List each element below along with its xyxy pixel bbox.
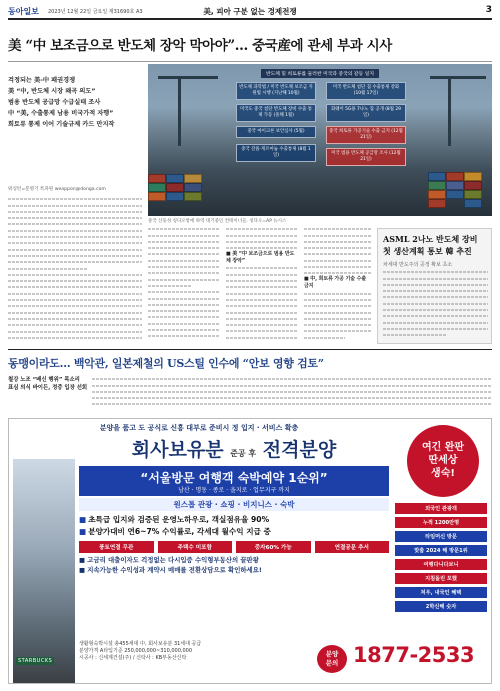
ad-chip: 주택수 미포함 bbox=[158, 541, 233, 553]
ad-building-photo bbox=[13, 459, 75, 683]
square-bullet-icon: ■ bbox=[79, 556, 88, 564]
ad-footer bbox=[79, 641, 299, 663]
subhead: 표심 의식 바이든, 정중 입장 선회 bbox=[8, 385, 88, 391]
ad-highlight-text: 분양가대비 연6~7% 수익률로, 각세대 월수익 지급 중 bbox=[88, 527, 271, 536]
section-title: 美, 피아 구분 없는 경제전쟁 bbox=[203, 7, 297, 16]
body-column-1 bbox=[8, 196, 142, 341]
byline: 워싱턴=문병기 특파원 weappon@donga.com bbox=[8, 187, 106, 192]
masthead bbox=[8, 6, 492, 20]
timeline-box: 반도체 과학법 / 미국 반도체 보조금 지원법 시행 (지난해 10월) bbox=[236, 82, 316, 100]
badge-line: 딴세상 bbox=[428, 455, 458, 466]
body-column-4 bbox=[304, 226, 372, 341]
ad-subtag: 원스톱 관광 · 쇼핑 · 비지니스 · 숙박 bbox=[79, 498, 389, 511]
container bbox=[428, 190, 446, 199]
container bbox=[148, 174, 166, 183]
container bbox=[464, 181, 482, 190]
phone-label-line: 분양 bbox=[325, 650, 339, 658]
container bbox=[148, 192, 166, 201]
ad-note bbox=[79, 565, 389, 575]
crane bbox=[158, 76, 218, 79]
ad-note bbox=[79, 555, 389, 565]
subhead: 범용 반도체 공급망 수급실태 조사 bbox=[8, 99, 101, 106]
ad-chips bbox=[79, 541, 389, 553]
ad-note-text: 고금리 대출이자도 걱정없는 다시입증 수익형부동산의 끝판왕 bbox=[87, 556, 259, 564]
text-line bbox=[383, 332, 446, 338]
crane bbox=[430, 76, 486, 79]
ad-highlight bbox=[79, 526, 389, 538]
timeline-box: 화웨이 5G용 7나노 칩 공개 (8월 29일) bbox=[326, 104, 406, 122]
crane bbox=[448, 76, 451, 146]
side-article-title: ASML 2나노 반도체 장비 bbox=[383, 234, 478, 244]
divider bbox=[8, 349, 492, 350]
container bbox=[446, 172, 464, 181]
body-column-3 bbox=[226, 226, 298, 341]
subhead: 철강 노조 “배신 행위” 목소리 bbox=[8, 377, 80, 383]
text-line bbox=[226, 334, 298, 340]
text-line bbox=[304, 334, 345, 340]
ad-highlights bbox=[79, 514, 389, 538]
badge-line: 여긴 완판 bbox=[421, 442, 465, 453]
phone-label-line: 문의 bbox=[325, 659, 339, 667]
side-article bbox=[377, 228, 492, 344]
ad-highlight-text: 초특급 입지와 검증된 운영노하우로, 객실점유율 90% bbox=[88, 515, 270, 524]
ad-title bbox=[69, 435, 399, 462]
ad-pill: 누적 1200만명 bbox=[395, 517, 487, 528]
text-line bbox=[148, 333, 220, 339]
container bbox=[446, 181, 464, 190]
timeline-box: 중국 갈륨·게르마늄 수출통제 (8월 1일) bbox=[236, 144, 316, 162]
subhead: 美 “中, 반도체 시장 왜곡 의도” bbox=[8, 88, 96, 95]
timeline-box: 미국도 중국 첨단 반도체 장비 수출 통제 가동 (올해 1월) bbox=[236, 104, 316, 122]
ad-top-line: 분양을 품고 도 공식로 신흥 대부로 준비시 정 입지 · 서비스 확충 bbox=[99, 424, 299, 432]
inline-heading: ■ 中, 희토류 가공 기술 수출 금지 bbox=[304, 276, 367, 290]
ad-slogan: “서울방문 여행객 숙박예약 1순위” bbox=[140, 471, 328, 485]
side-article-subhead: 차세대 반도주의 공정 확보 초소 bbox=[383, 262, 453, 268]
inline-heading: ■ 美 “中 보조금으로 범용 반도체 장악” bbox=[226, 251, 295, 265]
text-line bbox=[304, 270, 372, 276]
timeline-box-highlight: 중국 희토류 가공기술 수출 금지 (12월 21일) bbox=[326, 126, 406, 144]
ad-footer-line: 분양가격 A타입기준 250,000,000~310,000,000 bbox=[79, 648, 193, 655]
real-estate-ad bbox=[8, 418, 492, 684]
subhead: 中 “美, 수출통제 남용 비국가적 자행” bbox=[8, 110, 114, 117]
ad-footer-line: 생활형숙박시설 총455세대 中, 회사보유분 31세대 공급 bbox=[79, 641, 202, 647]
ad-side-pills bbox=[395, 503, 487, 615]
badge-line: 생숙! bbox=[431, 468, 455, 479]
ad-highlight bbox=[79, 514, 389, 526]
ad-slogan-bar bbox=[79, 466, 389, 496]
ad-pill: 여행다니다보니 bbox=[395, 559, 487, 570]
ad-chip: 중자60% 가능 bbox=[236, 541, 311, 553]
ad-title-small: 준공 후 bbox=[230, 448, 257, 458]
news-photo bbox=[148, 64, 492, 216]
body-column-2 bbox=[148, 226, 220, 339]
second-body bbox=[92, 376, 492, 407]
ad-slogan-sub: 남산 · 명동 · 종로 · 을지로 · 업무지구 까지 bbox=[178, 487, 290, 494]
divider bbox=[8, 61, 492, 62]
ad-pill: 2학신해 숫자 bbox=[395, 601, 487, 612]
ad-notes bbox=[79, 555, 389, 575]
ad-chip: 연결공문 추서 bbox=[315, 541, 390, 553]
text-line bbox=[226, 245, 298, 251]
container bbox=[464, 199, 482, 208]
photo-caption: 중국 산둥성 칭다오항에 하역 대기중인 컨테이너들. 칭다오=AP 뉴시스 bbox=[148, 219, 287, 224]
main-headline: 美 “中 보조금으로 반도체 장악 막아야”… 중국産에 관세 부과 시사 bbox=[8, 38, 392, 54]
second-headline: 동맹이라도… 백악관, 일본제철의 US스틸 인수에 “안보 영향 검토” bbox=[8, 357, 324, 370]
text-line bbox=[92, 401, 492, 407]
container bbox=[428, 181, 446, 190]
container bbox=[446, 190, 464, 199]
ad-pill: 외국인 관광객 bbox=[395, 503, 487, 514]
timeline-box: 미국 반도체 첨단 칩 수출통제 강화 (10월 17일) bbox=[326, 82, 406, 100]
container bbox=[166, 174, 184, 183]
ad-footer-line: 시공사 : 신세계건설(주) / 신탁사 : KB부동산신탁 bbox=[79, 655, 187, 662]
container bbox=[428, 172, 446, 181]
newspaper-logo: 동아일보 bbox=[8, 6, 39, 16]
ad-title-main: 전격분양 bbox=[262, 439, 337, 461]
container bbox=[166, 192, 184, 201]
subhead: 걱정되는 美-中 패권경쟁 bbox=[8, 77, 76, 84]
ad-badge bbox=[407, 425, 479, 497]
container bbox=[148, 183, 166, 192]
timeline-box: 중국 마이크론 보안심사 (5월) bbox=[236, 126, 316, 138]
container bbox=[184, 183, 202, 192]
side-article-title: 첫 생산계획 통보 韓 추진 bbox=[383, 246, 472, 256]
ad-chip: 풍토연결 무관 bbox=[79, 541, 154, 553]
ad-note-text: 지속가능한 수익성과 계약시 매매를 전환상담으로 확인하세요! bbox=[87, 566, 262, 574]
ad-phone[interactable] bbox=[317, 641, 487, 677]
container bbox=[428, 199, 446, 208]
ad-pill: 타임머신 방문 bbox=[395, 531, 487, 542]
phone-label bbox=[317, 645, 347, 673]
infographic-title: 반도체 및 희토류를 둘러싼 미국과 중국의 갈등 일지 bbox=[261, 69, 379, 78]
crane bbox=[178, 76, 181, 146]
square-bullet-icon: ■ bbox=[79, 527, 87, 536]
issue-date: 2023년 12월 22일 금요일 제31690호 A3 bbox=[48, 9, 143, 15]
square-bullet-icon: ■ bbox=[79, 515, 87, 524]
container bbox=[464, 172, 482, 181]
storefront-sign: STARBUCKS bbox=[18, 658, 53, 664]
ad-pill: 처우, 내국인 혜택 bbox=[395, 587, 487, 598]
text-line bbox=[8, 335, 142, 341]
container bbox=[166, 183, 184, 192]
square-bullet-icon: ■ bbox=[79, 566, 88, 574]
ad-pill: 맞춤 2024 해 방문1위 bbox=[395, 545, 487, 556]
side-article-body bbox=[383, 269, 488, 338]
page-number: 3 bbox=[485, 5, 492, 15]
subhead: 희토류 통제 이어 기술규제 카드 만지작 bbox=[8, 121, 115, 128]
container bbox=[184, 192, 202, 201]
container bbox=[464, 190, 482, 199]
timeline-box-highlight: 미국 범용 반도체 공급망 조사 (12월 21일) bbox=[326, 148, 406, 166]
container bbox=[184, 174, 202, 183]
second-subheads bbox=[8, 376, 88, 392]
phone-number[interactable]: 1877-2533 bbox=[353, 643, 475, 667]
ad-pill: 지침돌린 포했 bbox=[395, 573, 487, 584]
main-subheads bbox=[8, 75, 142, 130]
ad-title-main: 회사보유분 bbox=[131, 439, 224, 461]
